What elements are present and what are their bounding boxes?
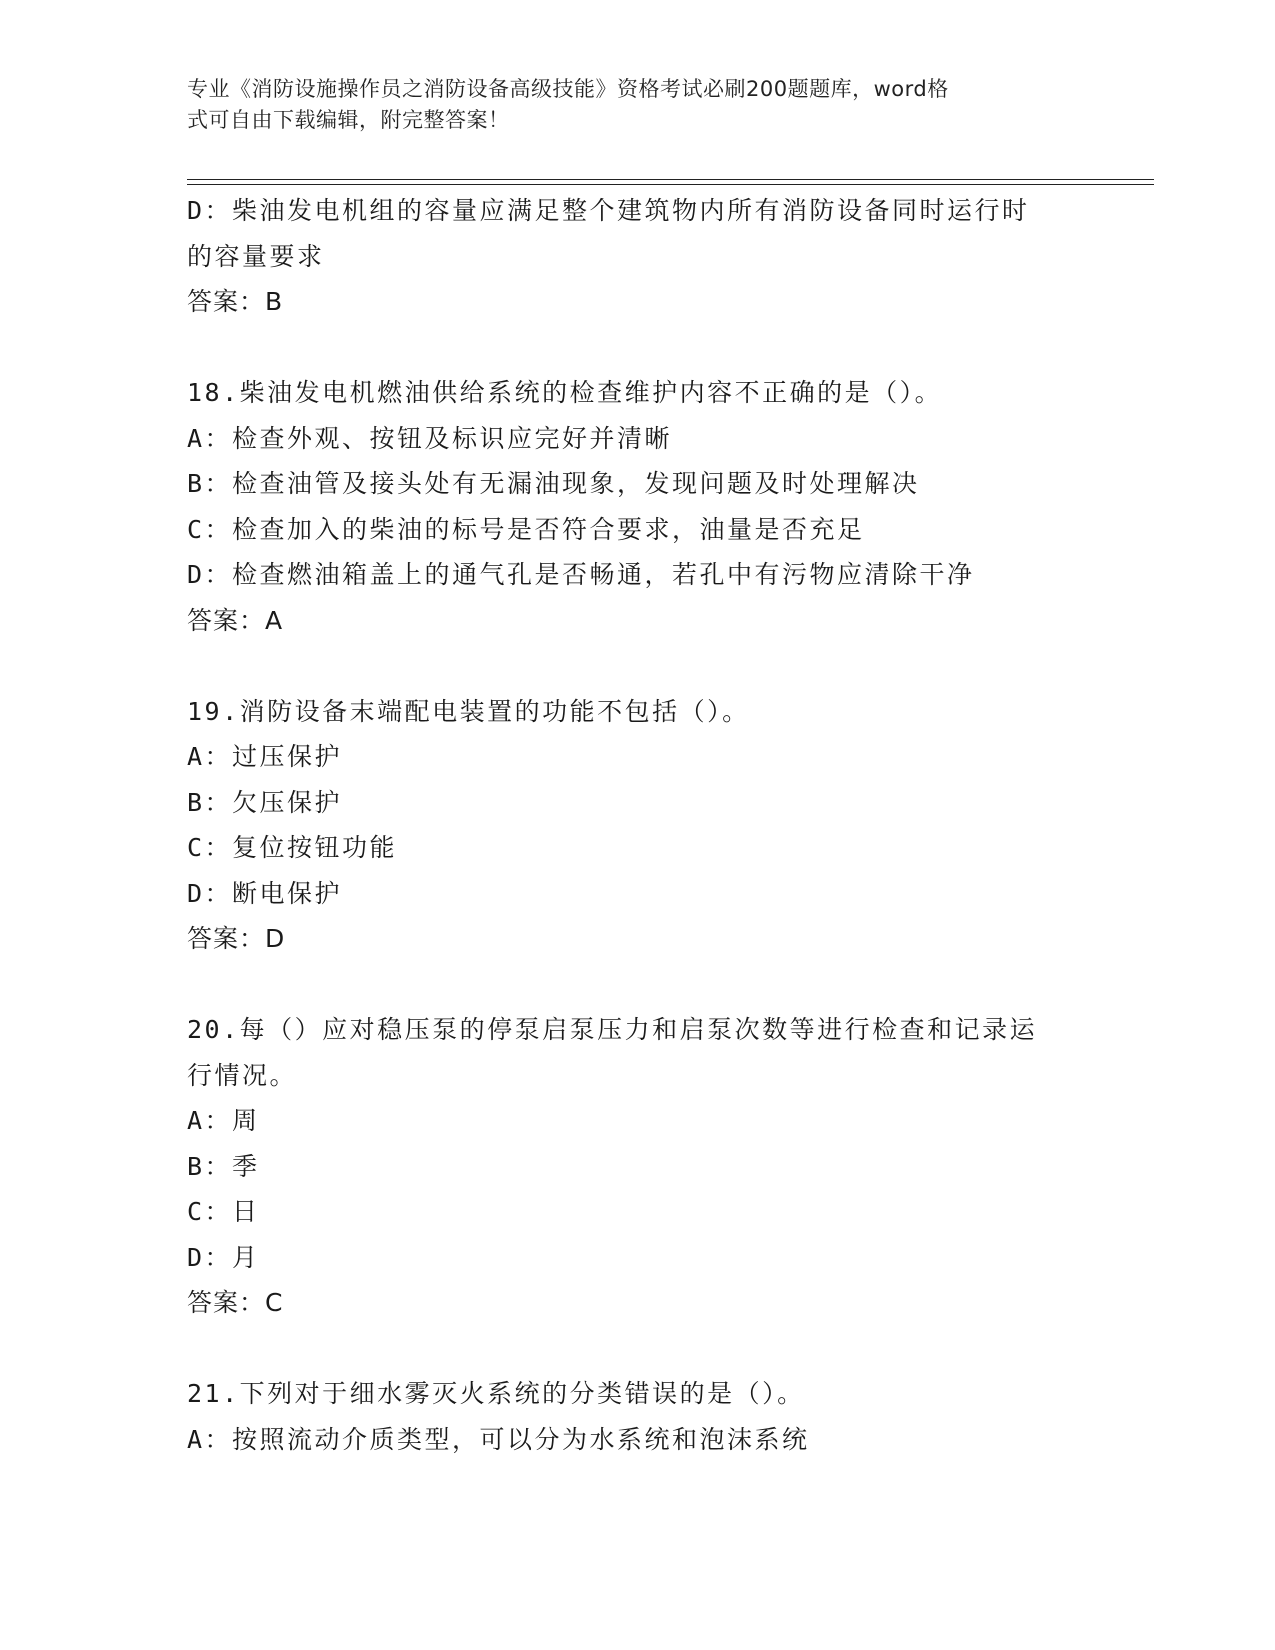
option-d: D：断电保护 [187,878,343,908]
question-block-17 [187,188,1087,325]
question-block-21 [187,1371,1087,1462]
question-text: 19.消防设备末端配电装置的功能不包括（）。 [187,696,750,726]
option-d: D：检查燃油箱盖上的通气孔是否畅通，若孔中有污物应清除干净 [187,560,975,589]
question-block-20 [187,1007,1087,1326]
spacer [187,643,1087,689]
option-c: C：复位按钮功能 [187,833,398,862]
document-header [187,74,1067,136]
answer-line: 答案：B [187,287,284,316]
question-text: 21.下列对于细水雾灭火系统的分类错误的是（）。 [187,1379,805,1408]
spacer [187,325,1087,371]
option-d: D：柴油发电机组的容量应满足整个建筑物内所有消防设备同时运行时 [187,196,1030,225]
option-a: A：过压保护 [187,742,343,771]
header-divider-bottom [187,184,1154,185]
option-b: B：检查油管及接头处有无漏油现象，发现问题及时处理解决 [187,469,920,498]
option-a: A：按照流动介质类型，可以分为水系统和泡沫系统 [187,1424,810,1454]
question-text-continued: 行情况。 [187,1060,298,1090]
option-d-continued: 的容量要求 [187,241,325,271]
option-b: B：欠压保护 [187,787,343,817]
answer-line: 答案：C [187,1288,284,1317]
option-a: A：周 [187,1106,260,1135]
answer-line: 答案：A [187,605,284,635]
option-c: C：检查加入的柴油的标号是否符合要求，油量是否充足 [187,514,865,544]
question-text: 20.每（）应对稳压泵的停泵启泵压力和启泵次数等进行检查和记录运 [187,1015,1038,1044]
header-divider-top [187,179,1154,180]
question-text: 18.柴油发电机燃油供给系统的检查维护内容不正确的是（）。 [187,378,943,407]
option-a: A：检查外观、按钮及标识应完好并清晰 [187,423,673,453]
answer-line: 答案：D [187,924,286,953]
spacer [187,1326,1087,1372]
option-b: B：季 [187,1151,260,1181]
option-c: C：日 [187,1197,260,1226]
option-d: D：月 [187,1242,260,1272]
question-block-19 [187,689,1087,962]
spacer [187,962,1087,1008]
header-line-2: 式可自由下载编辑，附完整答案！ [187,108,510,132]
question-block-18 [187,370,1087,643]
question-list [187,188,1087,1462]
header-line-1: 专业《消防设施操作员之消防设备高级技能》资格考试必刷200题题库，word格 [187,77,949,101]
